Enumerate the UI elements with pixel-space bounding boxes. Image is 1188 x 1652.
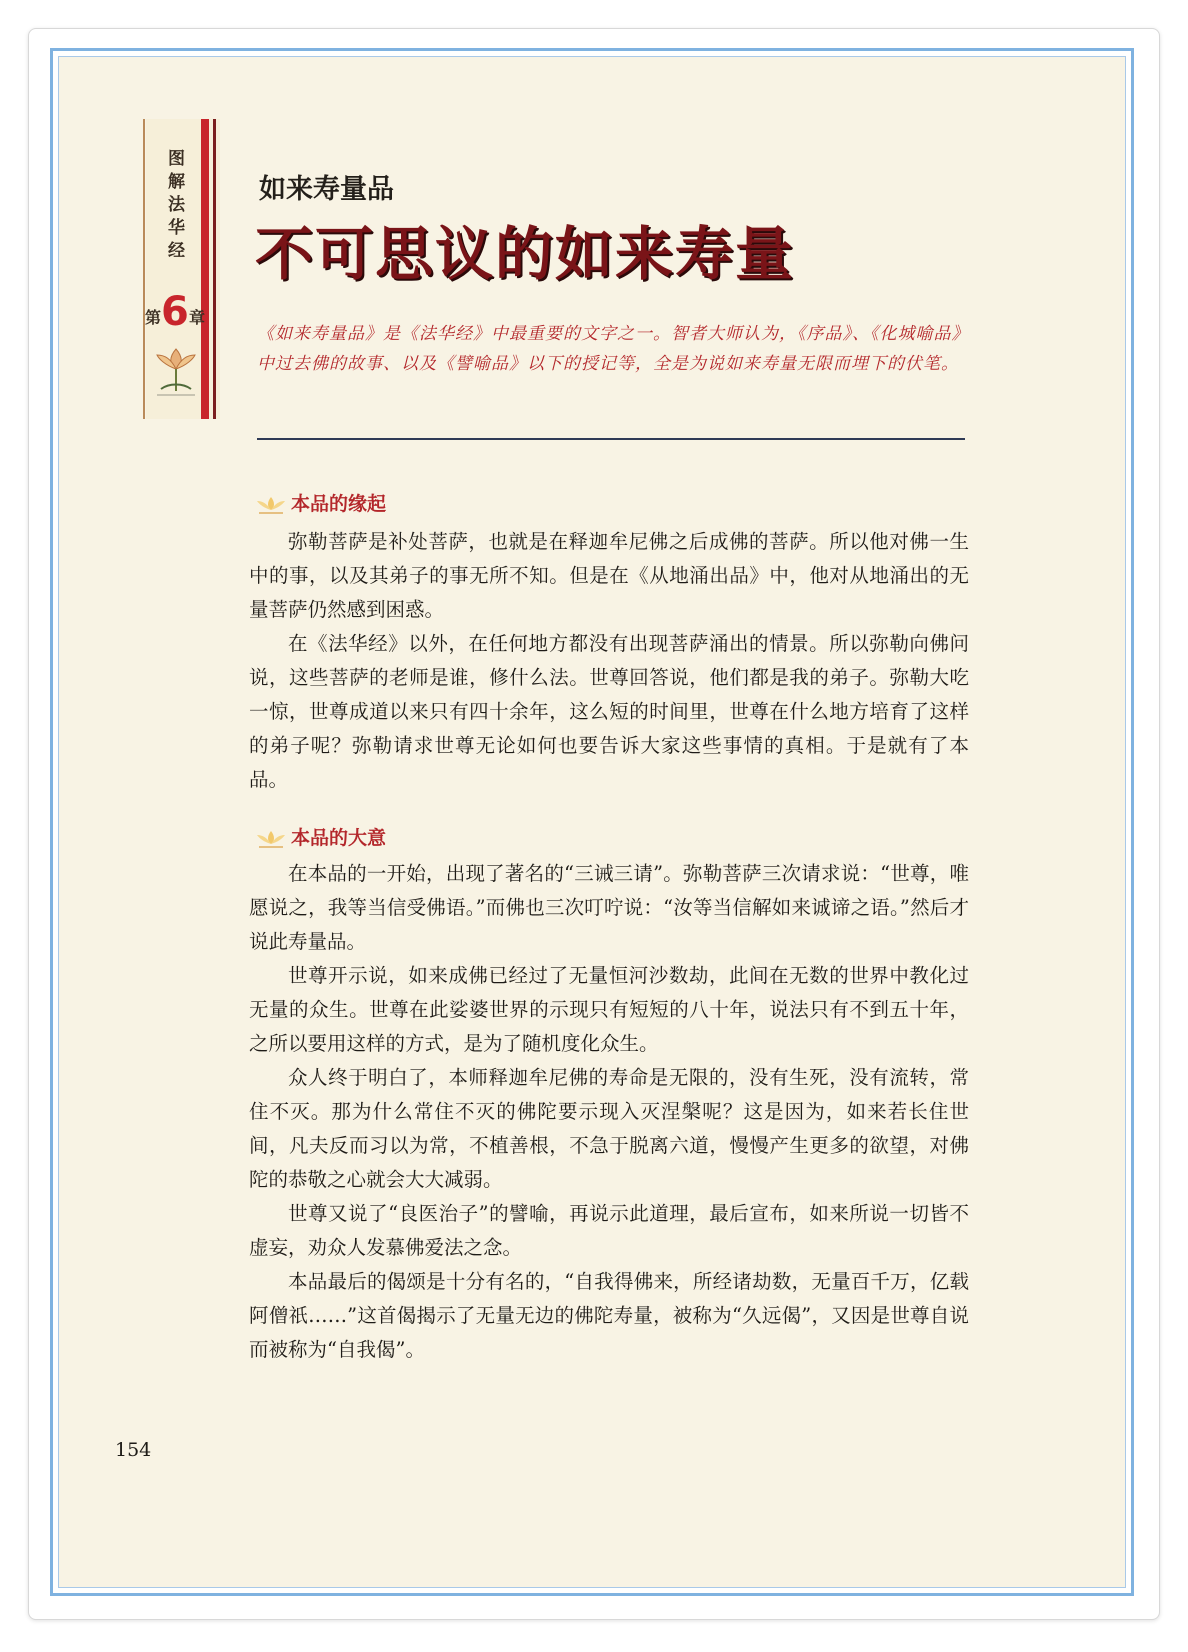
intro-summary: 《如来寿量品》是《法华经》中最重要的文字之一。智者大师认为，《序品》、《化城喻品》中过去佛的故事、以及《譬喻品》以下的授记等，全是为说如来寿量无限而埋下的伏笔。 [257,324,970,374]
paragraph: 在《法华经》以外，在任何地方都没有出现菩萨涌出的情景。所以弥勒向佛问说，这些菩萨的老师是谁，修什么法。世尊回答说，他们都是我的弟子。弥勒大吃一惊，世尊成道以来只有四十余年，这么短的时间里，世尊在什么地方培育了这样的弟子呢？弥勒请求世尊无论如何也要告诉大家这些事情的真相。于是就有了本品。 [249,632,969,791]
section-body-summary [249,857,969,1367]
section-heading-summary [255,823,386,850]
section-heading-origin [255,489,386,516]
section-body-origin [249,525,969,797]
paragraph: 本品最后的偈颂是十分有名的，“自我得佛来，所经诸劫数，无量百千万，亿载阿僧祇……”这首偈揭示了无量无边的佛陀寿量，被称为“久远偈”，又因是世尊自说而被称为“自我偈”。 [249,1270,969,1361]
chapter-tab-rule-red [201,119,209,419]
chapter-prefix: 第 [145,308,162,327]
paragraph: 弥勒菩萨是补处菩萨，也就是在释迦牟尼佛之后成佛的菩萨。所以他对佛一生中的事，以及其弟子的事无所不知。但是在《从地涌出品》中，他对从地涌出的无量菩萨仍然感到困惑。 [249,530,969,621]
paragraph: 世尊开示说，如来成佛已经过了无量恒河沙数劫，此间在无数的世界中教化过无量的众生。世尊在此娑婆世界的示现只有短短的八十年，说法只有不到五十年，之所以要用这样的方式，是为了随机度化众生。 [249,964,969,1055]
lotus-icon [255,494,287,516]
lotus-illustration-icon [151,339,201,399]
chapter-number: 6 [161,289,189,335]
chapter-suffix: 章 [189,308,206,327]
title-divider [257,438,965,440]
chapter-subtitle: 如来寿量品 [259,174,394,205]
chapter-tab-rule-dark [213,119,216,419]
paragraph: 众人终于明白了，本师释迦牟尼佛的寿命是无限的，没有生死，没有流转，常住不灭。那为什么常住不灭的佛陀要示现入灭涅槃呢？这是因为，如来若长住世间，凡夫反而习以为常，不植善根，不急于脱离六道，慢慢产生更多的欲望，对佛陀的恭敬之心就会大大减弱。 [249,1066,969,1191]
section-heading-label: 本品的缘起 [291,493,387,515]
paragraph: 在本品的一开始，出现了著名的“三诫三请”。弥勒菩萨三次请求说：“世尊，唯愿说之，我等当信受佛语。”而佛也三次叮咛说：“汝等当信解如来诚谛之语。”然后才说此寿量品。 [249,862,969,953]
chapter-marker [145,289,205,339]
lotus-icon [255,828,287,850]
book-page [58,56,1126,1588]
chapter-tab-rule-thin [143,119,145,419]
section-heading-label: 本品的大意 [291,827,387,849]
book-title: 图解法华经 [164,149,184,264]
page-number: 154 [115,1439,152,1461]
page-frame [50,48,1134,1596]
page-title: 不可思议的如来寿量 [255,220,796,288]
paragraph: 世尊又说了“良医治子”的譬喻，再说示此道理，最后宣布，如来所说一切皆不虚妄，劝众人发慕佛爱法之念。 [249,1202,969,1259]
